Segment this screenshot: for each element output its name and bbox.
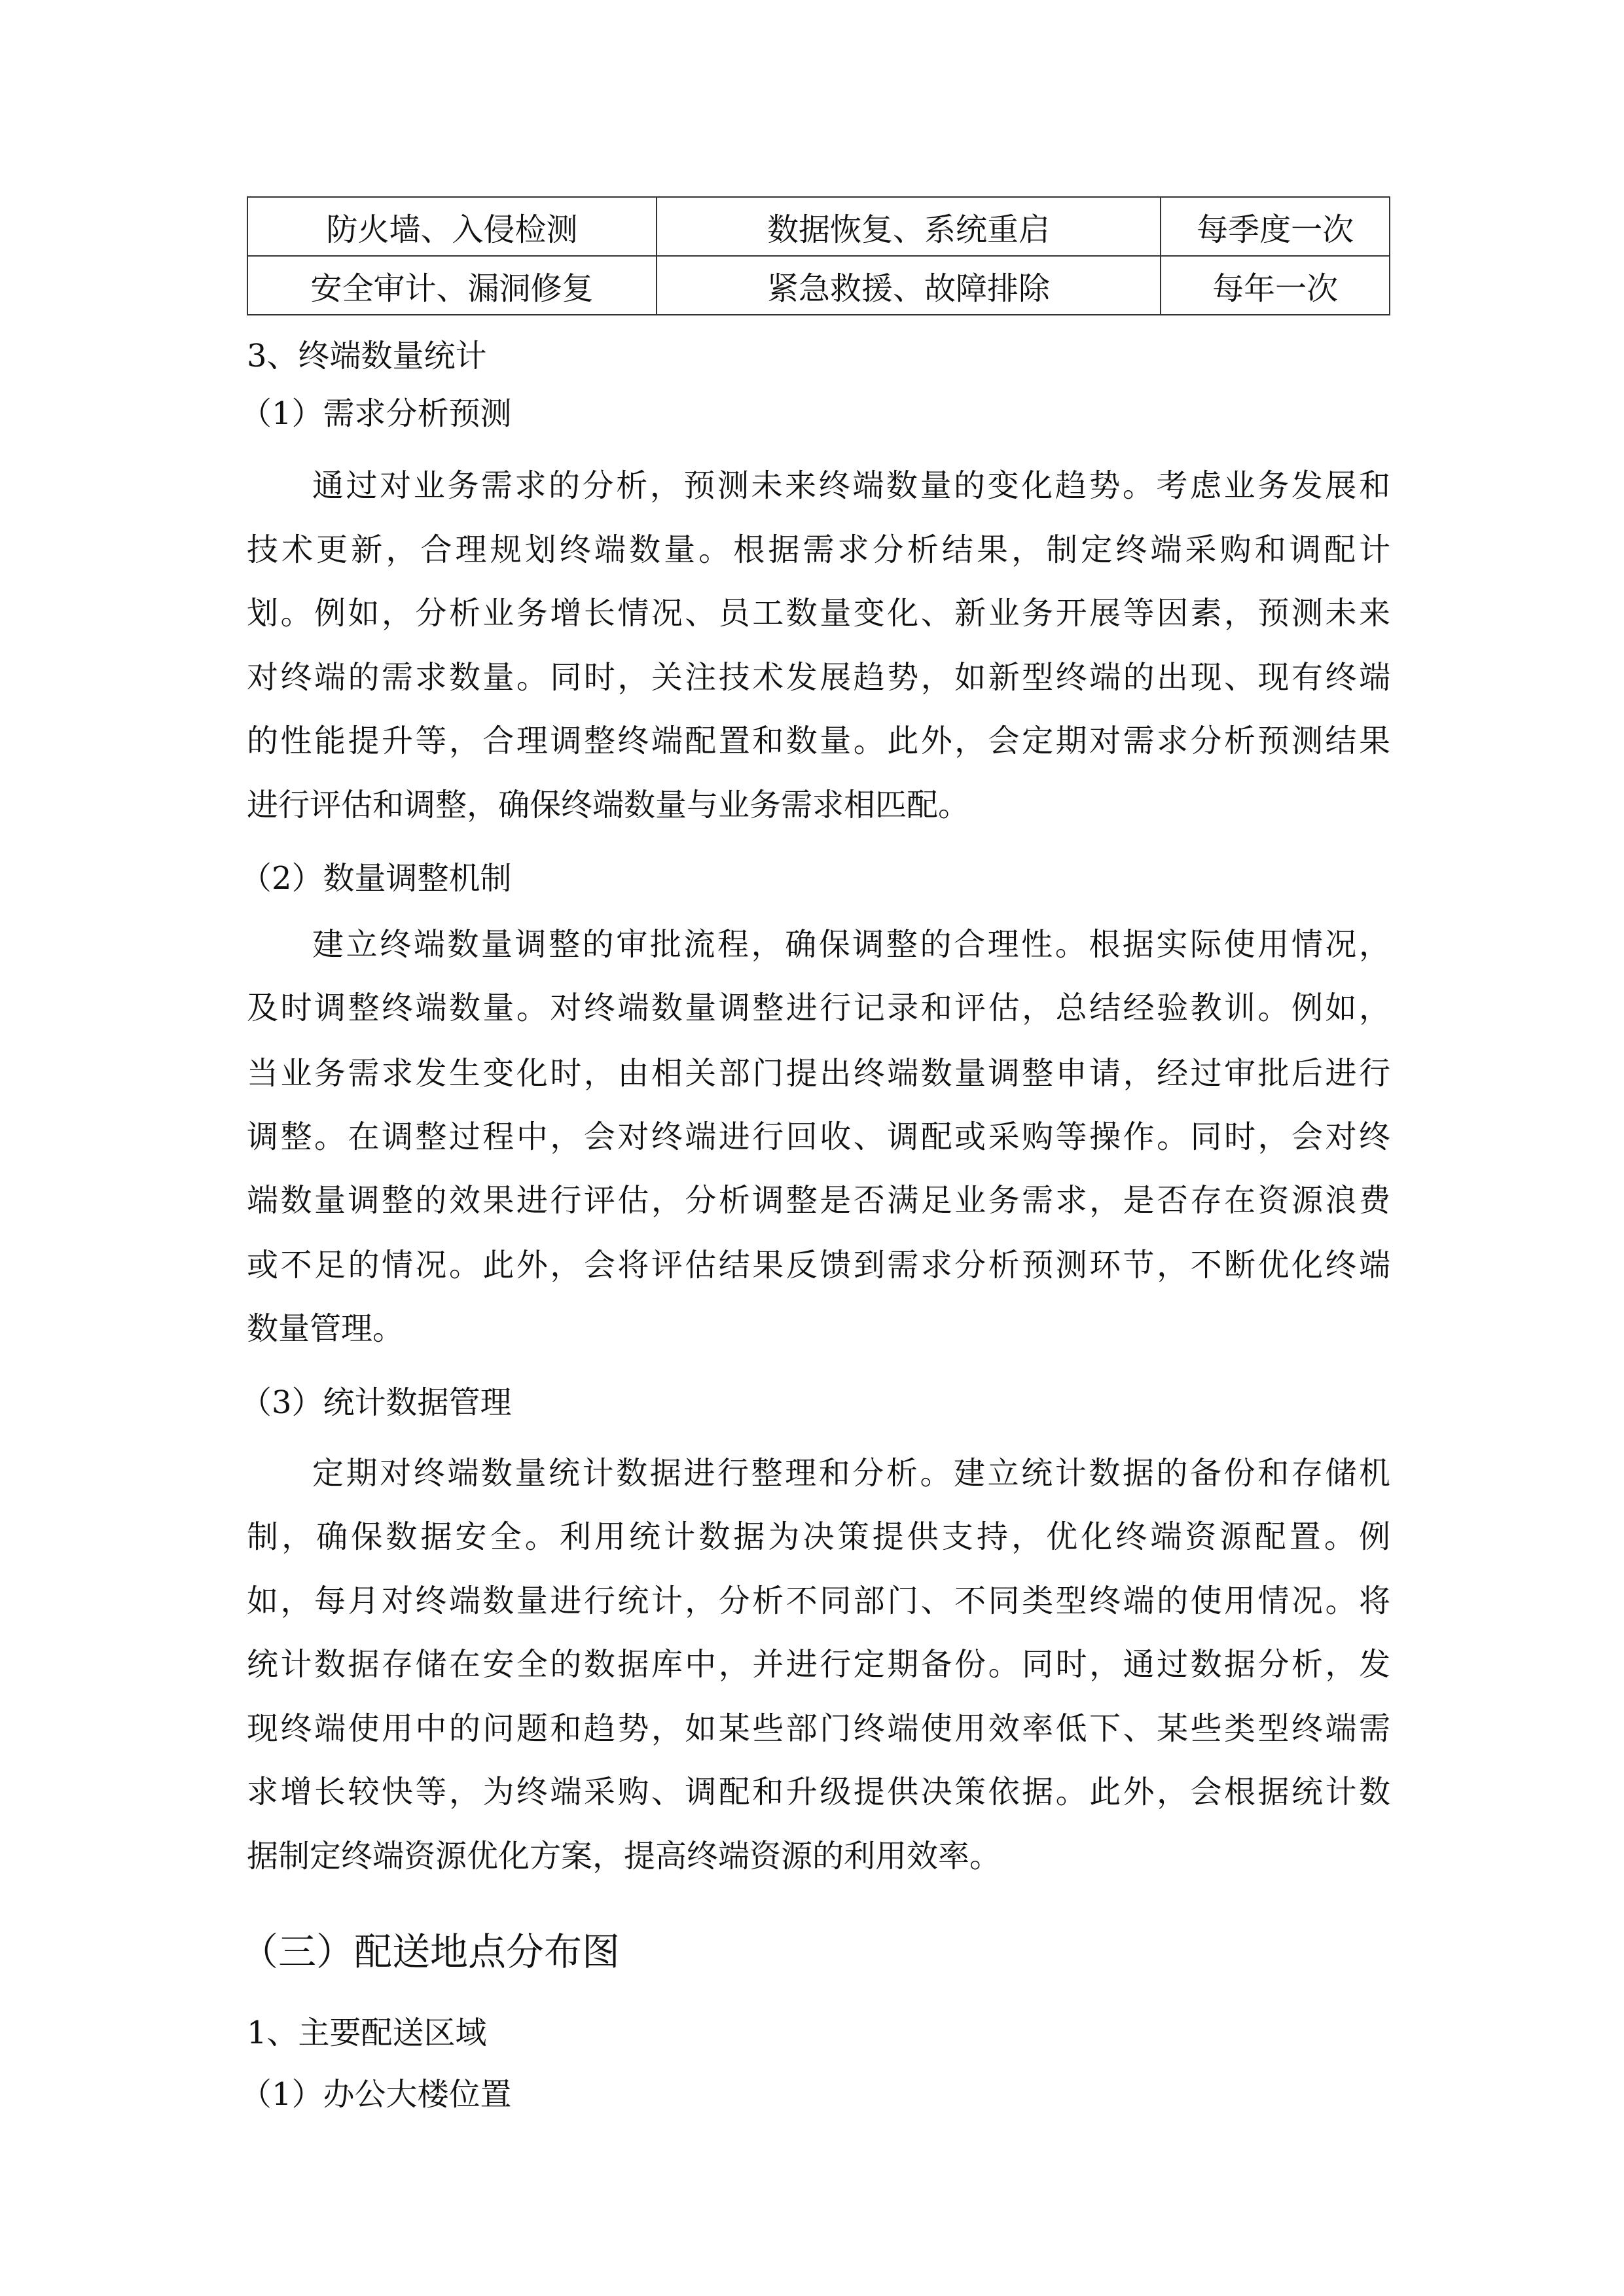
table-cell: 紧急救援、故障排除 xyxy=(657,256,1161,315)
measures-table xyxy=(247,196,1390,315)
paragraph-line: 的性能提升等，合理调整终端配置和数量。此外，会定期对需求分析预测结果 xyxy=(247,723,1390,759)
paragraph-line: 统计数据存储在安全的数据库中，并进行定期备份。同时，通过数据分析，发 xyxy=(247,1646,1390,1683)
subsection-title: （1）办公大楼位置 xyxy=(240,2076,512,2113)
paragraph-line: 建立终端数量调整的审批流程，确保调整的合理性。根据实际使用情况， xyxy=(312,926,1390,963)
subsection-title: （2）数量调整机制 xyxy=(240,860,512,897)
paragraph-line: 划。例如，分析业务增长情况、员工数量变化、新业务开展等因素，预测未来 xyxy=(247,595,1390,632)
table-cell: 数据恢复、系统重启 xyxy=(657,197,1161,256)
subsection-title: （3）统计数据管理 xyxy=(240,1384,512,1421)
table-cell: 每年一次 xyxy=(1161,256,1390,315)
paragraph-line: 据制定终端资源优化方案，提高终端资源的利用效率。 xyxy=(247,1838,1001,1874)
paragraph-line: 数量管理。 xyxy=(247,1310,405,1347)
table-row xyxy=(247,197,1390,256)
paragraph-line: 当业务需求发生变化时，由相关部门提出终端数量调整申请，经过审批后进行 xyxy=(247,1055,1390,1092)
paragraph-line: 现终端使用中的问题和趋势，如某些部门终端使用效率低下、某些类型终端需 xyxy=(247,1710,1390,1747)
part-heading: （三）配送地点分布图 xyxy=(240,1929,621,1974)
paragraph-line: 端数量调整的效果进行评估，分析调整是否满足业务需求，是否存在资源浪费 xyxy=(247,1182,1390,1219)
paragraph-line: 调整。在调整过程中，会对终端进行回收、调配或采购等操作。同时，会对终 xyxy=(247,1119,1390,1155)
paragraph-line: 技术更新，合理规划终端数量。根据需求分析结果，制定终端采购和调配计 xyxy=(247,531,1390,568)
paragraph-line: 定期对终端数量统计数据进行整理和分析。建立统计数据的备份和存储机 xyxy=(312,1455,1390,1492)
table-cell: 安全审计、漏洞修复 xyxy=(247,256,657,315)
section-heading: 1、主要配送区域 xyxy=(247,2015,487,2051)
paragraph-line: 求增长较快等，为终端采购、调配和升级提供决策依据。此外，会根据统计数 xyxy=(247,1774,1390,1810)
subsection-title: （1）需求分析预测 xyxy=(240,395,512,432)
table-cell: 每季度一次 xyxy=(1161,197,1390,256)
table-row xyxy=(247,256,1390,315)
paragraph-line: 通过对业务需求的分析，预测未来终端数量的变化趋势。考虑业务发展和 xyxy=(312,467,1390,504)
paragraph-line: 如，每月对终端数量进行统计，分析不同部门、不同类型终端的使用情况。将 xyxy=(247,1583,1390,1619)
table-cell: 防火墙、入侵检测 xyxy=(247,197,657,256)
paragraph-line: 及时调整终端数量。对终端数量调整进行记录和评估，总结经验教训。例如， xyxy=(247,990,1390,1026)
section-heading: 3、终端数量统计 xyxy=(247,338,487,374)
paragraph-line: 或不足的情况。此外，会将评估结果反馈到需求分析预测环节，不断优化终端 xyxy=(247,1247,1390,1283)
paragraph-line: 制，确保数据安全。利用统计数据为决策提供支持，优化终端资源配置。例 xyxy=(247,1518,1390,1555)
paragraph-line: 进行评估和调整，确保终端数量与业务需求相匹配。 xyxy=(247,787,970,823)
paragraph-line: 对终端的需求数量。同时，关注技术发展趋势，如新型终端的出现、现有终端 xyxy=(247,659,1390,696)
